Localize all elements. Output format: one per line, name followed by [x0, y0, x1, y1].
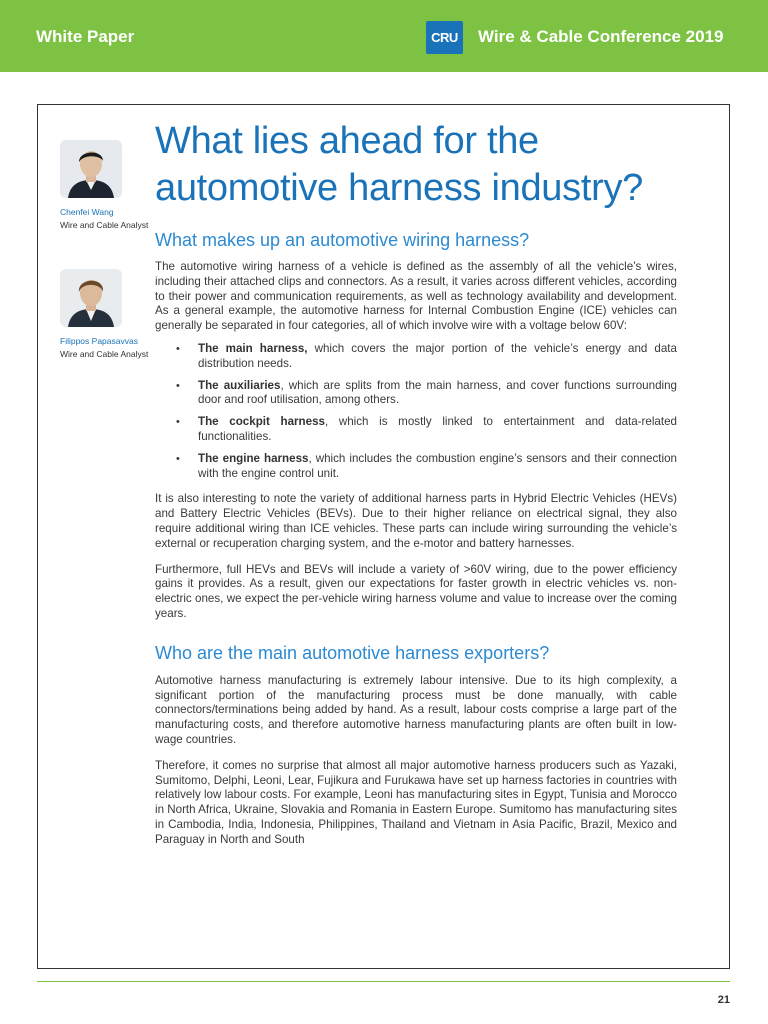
list-item-term: The cockpit harness — [198, 415, 325, 429]
list-item-term: The engine harness — [198, 451, 309, 465]
list-item-text: , which is mostly linked to entertainment and data-related functionalities. — [198, 415, 677, 443]
author-photo — [60, 269, 122, 327]
harness-category-list — [155, 342, 677, 481]
paragraph: Furthermore, full HEVs and BEVs will include a variety of >60V wiring, due to the power efficiency gains it provides. As a result, given our expectations for faster growth in electric vehicles vs. non-electric ones, we expect the per-vehicle wiring harness volume and value to increase over the coming years. — [155, 562, 677, 620]
bullet-icon: • — [176, 342, 180, 355]
author-role: Wire and Cable Analyst — [60, 220, 149, 230]
cru-logo: CRU — [426, 21, 463, 54]
author-name: Filippos Papasavvas — [60, 336, 138, 346]
article — [155, 118, 677, 848]
paragraph: Therefore, it comes no surprise that almost all major automotive harness producers such as Yazaki, Sumitomo, Delphi, Leoni, Lear, Fujikura and Furukawa have set up harness factories in countries with relatively low labour costs. For example, Leoni has manufacturing sites in Egypt, Tunisia and Morocco in North Africa, Ukraine, Slovakia and Romania in Eastern Europe. Sumitomo has manufacturing sites in Cambodia, India, Indonesia, Philippines, Thailand and Vietnam in Asia Pacific, Brazil, Mexico and Paraguay in North and South — [155, 758, 677, 846]
list-item — [155, 452, 677, 482]
list-item-text: which covers the major portion of the vehicle’s energy and data distribution needs. — [198, 341, 677, 370]
section-heading: Who are the main automotive harness exporters? — [155, 642, 550, 663]
person-icon — [60, 269, 122, 327]
bullet-icon: • — [176, 452, 180, 465]
publication-type: White Paper — [36, 27, 135, 46]
conference-title: Wire & Cable Conference 2019 — [478, 27, 724, 46]
author-card — [60, 140, 160, 232]
list-item-term: The auxiliaries — [198, 378, 281, 392]
author-name: Chenfei Wang — [60, 207, 114, 217]
author-role: Wire and Cable Analyst — [60, 349, 149, 359]
bullet-icon: • — [176, 379, 180, 392]
list-item-term: The main harness, — [198, 341, 308, 355]
paragraph: It is also interesting to note the variety of additional harness parts in Hybrid Electric Vehicles (HEVs) and Battery Electric Vehicles (BEVs). Due to their higher reliance on electrical signal, they also require additional wiring than ICE vehicles. These parts can include wiring surrounding the vehicle’s external or recuperation charging system, and the e-motor and battery harnesses. — [155, 492, 677, 550]
article-title: What lies ahead for the automotive harness industry? — [155, 120, 643, 209]
list-item-text: , which includes the combustion engine’s sensors and their connection with the engine control unit. — [198, 451, 677, 480]
person-icon — [60, 140, 122, 198]
list-item-text: , which are splits from the main harness, and cover functions surrounding door and roof utilisation, among others. — [198, 378, 677, 407]
list-item — [155, 342, 677, 372]
author-photo — [60, 140, 122, 198]
header-bar — [0, 0, 768, 72]
paragraph: The automotive wiring harness of a vehicle is defined as the assembly of all the vehicle’s wires, including their attached clips and connectors. As a result, it varies across different vehicles, according to their power and communication requirements, as well as technology availability and development. As a general example, the automotive harness for Internal Combustion Engine (ICE) vehicles can generally be separated in four categories, all of which involve wire with a voltage below 60V: — [155, 260, 677, 333]
paragraph: Automotive harness manufacturing is extremely labour intensive. Due to its high complexity, a significant portion of the manufacturing process must be done manually, with cable connectors/terminations being added by hand. As a result, labour costs comprise a large part of the manufacturing costs, and therefore automotive harness manufacturing plants are often built in low-wage countries. — [155, 673, 677, 746]
author-card — [60, 269, 160, 361]
section-heading: What makes up an automotive wiring harness? — [155, 230, 530, 250]
list-item — [155, 379, 677, 409]
list-item — [155, 415, 677, 445]
page-number: 21 — [717, 994, 730, 1006]
bullet-icon: • — [176, 416, 180, 429]
footer-divider — [37, 981, 730, 982]
